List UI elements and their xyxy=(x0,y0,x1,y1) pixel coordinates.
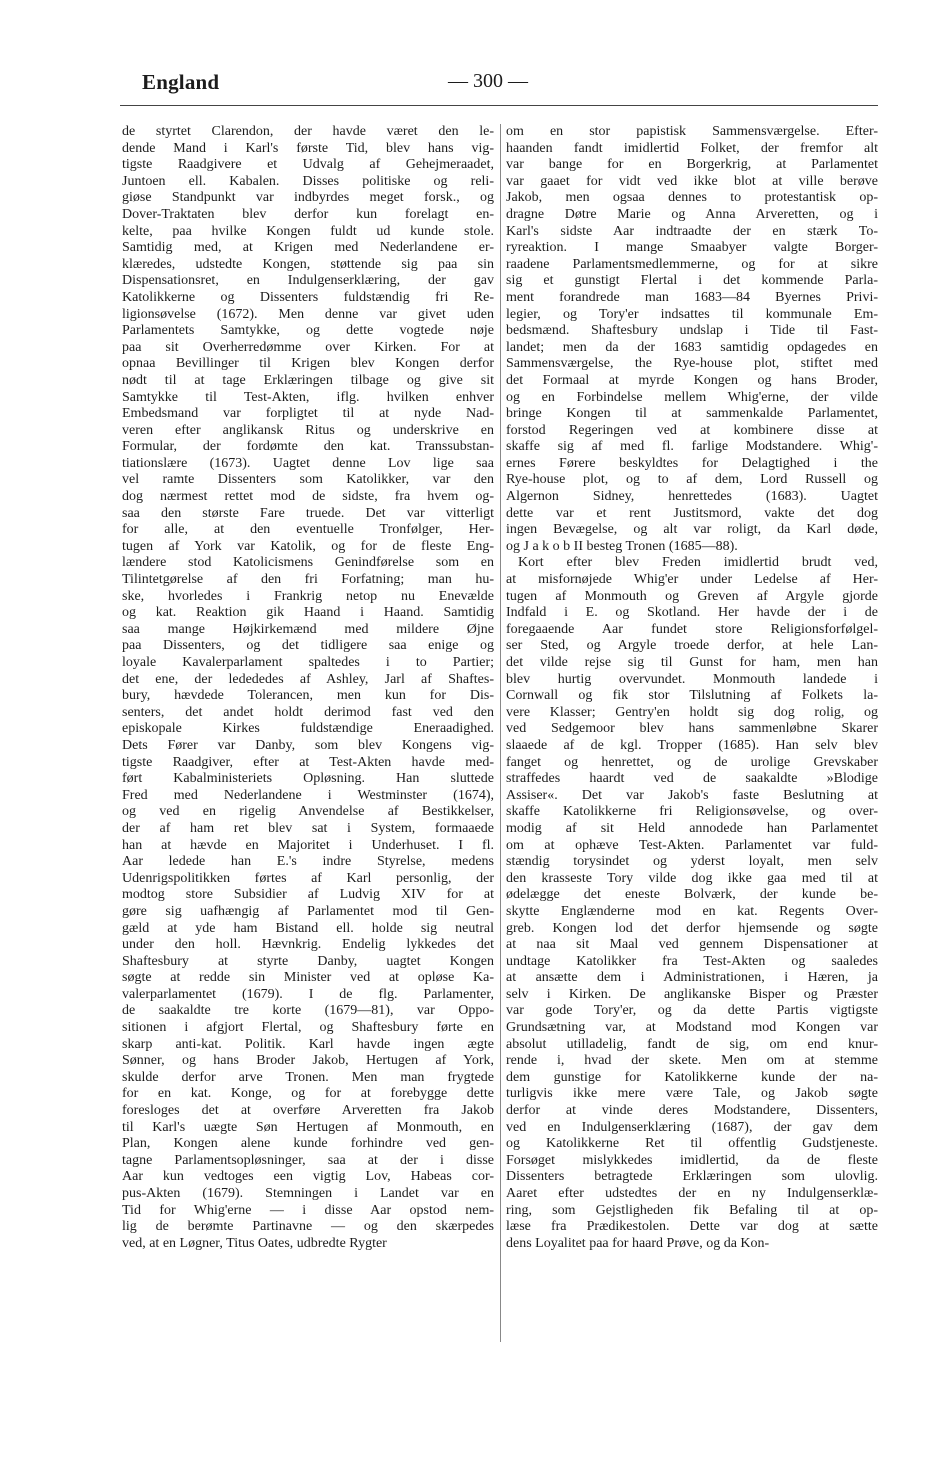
text-line: var gaaet for vidt ved ikke blot at ville berøve xyxy=(506,173,878,189)
text-line: til Karl's uægte Søn Hertugen af Monmouth, en xyxy=(122,1119,494,1135)
text-line: Rye-house plot, og to af dem, Lord Russell og xyxy=(506,472,878,488)
text-line: derfor at vinde deres Modstandere, Dissenters, xyxy=(506,1103,878,1119)
text-line: at naa sit Maal ved gennem Dispensationer at xyxy=(506,937,878,953)
text-line: Parlamentets Samtykke, og dette vogtede nøje xyxy=(122,323,494,339)
text-line: Sammensværgelse, the Rye-house plot, stiftet med xyxy=(506,356,878,372)
text-line: ødelægge det eneste Bolværk, der kunde be- xyxy=(506,887,878,903)
text-line: valerparlamentet (1679). I de flg. Parlamenter, xyxy=(122,986,494,1002)
text-line: søgte at redde sin Minister ved at opløse Ka- xyxy=(122,970,494,986)
text-line: dette var et rent Justitsmord, vakte det dog xyxy=(506,505,878,521)
text-line: skarp anti-kat. Politik. Karl havde ingen ægte xyxy=(122,1036,494,1052)
page-number: — 300 — xyxy=(448,70,528,92)
text-line: veren efter anglikansk Ritus og underskrive en xyxy=(122,422,494,438)
text-line: skulde derfor arve Tronen. Men man frygtede xyxy=(122,1069,494,1085)
text-line: lændere stod Katolicismens Genindførelse som en xyxy=(122,555,494,571)
text-line: selv i Kirken. De anglikanske Bisper og Præster xyxy=(506,986,878,1002)
text-line: ryreaktion. I mange Smaabyer valgte Borger- xyxy=(506,240,878,256)
text-line: ernes Førere beskyldtes for Delagtighed i the xyxy=(506,455,878,471)
text-line: han at hævde en Majoritet i Underhuset. I fl. xyxy=(122,837,494,853)
text-line: Juntoen ell. Kabalen. Disses politiske og reli- xyxy=(122,173,494,189)
text-line: raadene Parlamentsmedlemmerne, og for at sikre xyxy=(506,256,878,272)
text-line: ske, hvorledes i Frankrig netop nu Enevælde xyxy=(122,588,494,604)
text-line: giøse Standpunkt var indbyrdes meget forsk., og xyxy=(122,190,494,206)
text-line: paa Dissenters, og det tidligere saa enige og xyxy=(122,638,494,654)
text-line: Samtidig med, at Krigen med Nederlandene er- xyxy=(122,240,494,256)
text-line: paa sit Overherredømme over Kirken. For at xyxy=(122,339,494,355)
text-line: foresloges det at overføre Arveretten fra Jakob xyxy=(122,1103,494,1119)
text-line: Grundsætning var, at Modstand mod Kongen var xyxy=(506,1020,878,1036)
text-line: landet; men da der 1683 samtidig opdagedes en xyxy=(506,339,878,355)
text-line: saa mange Højkirkemænd med mildere Øjne xyxy=(122,621,494,637)
text-line: slaaede af de kgl. Tropper (1685). Han selv blev xyxy=(506,737,878,753)
text-line: Kort efter blev Freden imidlertid brudt ved, xyxy=(518,555,878,571)
text-line: Dover-Traktaten blev derfor kun forelagt en- xyxy=(122,206,494,222)
text-line: stændig torysindet og yderst loyalt, men selv xyxy=(506,854,878,870)
text-line: og J a k o b II besteg Tronen (1685—88). xyxy=(506,538,738,554)
text-line: lig de berømte Partinavne — og den skærpedes xyxy=(122,1219,494,1235)
text-line: episkopale Kirkes fuldstændige Eneraadighed. xyxy=(122,721,494,737)
text-line: skytte Englænderne mod en kat. Regents Over- xyxy=(506,903,878,919)
text-line: ved, at en Løgner, Titus Oates, udbredte Rygter xyxy=(122,1235,387,1251)
text-line: Sønner, og hans Broder Jakob, Hertugen af York, xyxy=(122,1053,494,1069)
text-line: turligvis ikke mere være Tale, og Jakob søgte xyxy=(506,1086,878,1102)
column-divider xyxy=(500,124,501,1342)
text-line: Forsøget mislykkedes imidlertid, da de fleste xyxy=(506,1152,878,1168)
text-line: for en kat. Konge, og for at forebygge dette xyxy=(122,1086,494,1102)
text-line: Karl's sidste Aar indtraadte der en stærk To- xyxy=(506,223,878,239)
text-line: vel ramte Dissenters som Katolikker, var den xyxy=(122,472,494,488)
text-line: det ene, der ledededes af Ashley, Jarl af Shaftes- xyxy=(122,671,494,687)
text-line: absolut utilladelig, fandt de sig, om end knur- xyxy=(506,1036,878,1052)
text-line: greb. Kongen lod det derfor hjemsende og søgte xyxy=(506,920,878,936)
text-line: haanden fandt imidlertid Folket, der fremfor alt xyxy=(506,140,878,156)
text-line: at misfornøjede Whig'er under Ledelse af Her- xyxy=(506,572,878,588)
header-rule xyxy=(120,105,878,106)
text-line: tugen af York var Katolik, og for de fleste Eng- xyxy=(122,538,494,554)
text-line: nødt til at tage Erklæringen tilbage og give sit xyxy=(122,372,494,388)
text-line: Samtykke til Test-Akten, iflg. hvilken enhver xyxy=(122,389,494,405)
text-line: tugen af Monmouth og Greven af Argyle gjorde xyxy=(506,588,878,604)
text-line: Dets Fører var Danby, som blev Kongens vig- xyxy=(122,737,494,753)
text-line: fanget og henrettet, og de urolige Grevskaber xyxy=(506,754,878,770)
text-line: Dissenters betragtede Erklæringen som ulovlig. xyxy=(506,1169,878,1185)
text-line: de styrtet Clarendon, der havde været den le- xyxy=(122,124,494,139)
text-line: ser Sted, og Argyle troede derfor, at hele Lan- xyxy=(506,638,878,654)
section-title: England xyxy=(142,70,220,94)
text-line: loyale Kavalerparlament spaltedes i to Partier; xyxy=(122,655,494,670)
text-line: det Formaal at myrde Kongen og hans Broder, xyxy=(506,372,878,388)
text-line: skaffe sig af med fl. farlige Modstandere. Whig'- xyxy=(506,439,878,455)
text-line: Cornwall og fik stor Tilslutning af Folkets la- xyxy=(506,688,878,704)
text-line: gøre sig uafhængig af Parlamentet mod til Gen- xyxy=(122,903,494,919)
text-line: tagne Parlamentsopløsninger, saa at der i disse xyxy=(122,1152,494,1168)
text-line: sitionen i afgjort Flertal, og Shaftesbury førte en xyxy=(122,1020,494,1036)
text-line: om en stor papistisk Sammensværgelse. Efter- xyxy=(506,124,878,139)
text-line: skaffe Katolikkerne fri Religionsøvelse, og over- xyxy=(506,804,878,820)
text-line: ført Kabalministeriets Opløsning. Han sluttede xyxy=(122,771,494,787)
text-line: dog nærmest rettet mod de sidste, fra hvem og- xyxy=(122,489,494,505)
text-line: bringe Kongen til at sammenkalde Parlamentet, xyxy=(506,406,878,422)
text-line: Shaftesbury at styrte Danby, uagtet Kongen xyxy=(122,953,494,969)
text-line: og kat. Reaktion gik Haand i Haand. Samtidig xyxy=(122,605,494,621)
text-line: senters, det andet holdt derimod fast ved den xyxy=(122,704,494,720)
text-line: Embedsmand var forpligtet til at nyde Nad- xyxy=(122,406,494,422)
text-line: dem gunstige for Katolikkerne kunde der na- xyxy=(506,1069,878,1085)
left-column xyxy=(122,124,494,1252)
text-line: var gode Tory'er, og da dette Partis vigtigste xyxy=(506,1003,878,1019)
text-line: ved en Indulgenserklæring (1687), der gav dem xyxy=(506,1119,878,1135)
text-line: Aar kun vedtoges een vigtig Lov, Habeas cor- xyxy=(122,1169,494,1185)
text-line: Aar ledede han E.'s indre Styrelse, medens xyxy=(122,854,494,870)
text-line: Fred med Nederlandene i Westminster (1674), xyxy=(122,787,494,803)
text-line: tigste Raadgiver, efter at Test-Akten havde med- xyxy=(122,754,494,770)
running-header xyxy=(142,68,876,102)
text-line: Katolikkerne og Dissenters fuldstændig fri Re- xyxy=(122,289,494,305)
text-line: den krasseste Tory vilde dog ikke gaa med til at xyxy=(506,870,878,886)
text-line: legier, og Tory'er indsattes til kommunale Em- xyxy=(506,306,878,322)
text-line: Dispensationsret, en Indulgenserklæring, der gav xyxy=(122,273,494,289)
text-line: Tid for Whig'erne — i disse Aar opstod nem- xyxy=(122,1202,494,1218)
text-line: blev hurtig overvundet. Monmouth landede i xyxy=(506,671,878,687)
text-line: modtog store Subsidier af Ludvig XIV for at xyxy=(122,887,494,903)
text-line: ingen Bevægelse, og alt var roligt, da Karl døde, xyxy=(506,522,878,538)
text-line: Udenrigspolitikken førtes af Karl personlig, der xyxy=(122,870,494,886)
text-line: og en Forbindelse mellem Whig'erne, der vilde xyxy=(506,389,878,405)
text-line: om at ophæve Test-Akten. Parlamentet var fuld- xyxy=(506,837,878,853)
text-line: kelte, paa hvilke Kongen fuldt ud kunde stole. xyxy=(122,223,494,239)
text-line: forstod Regeringen ved at kombinere disse at xyxy=(506,422,878,438)
text-line: tigste Raadgivere et Udvalg af Gehejmeraadet, xyxy=(122,157,494,173)
text-line: saa den største Fare truede. Det var vitterligt xyxy=(122,505,494,521)
text-line: modig af sit Held annodede han Parlamentet xyxy=(506,820,878,836)
text-line: dens Loyalitet paa for haard Prøve, og da Kon- xyxy=(506,1235,770,1251)
text-line: og ved en rigelig Anvendelse af Bestikkelser, xyxy=(122,804,494,820)
text-line: der af ham ret blev sat i System, formaaede xyxy=(122,820,494,836)
text-line: foregaaende Aar fundet store Religionsforfølgel- xyxy=(506,621,878,637)
text-line: pus-Akten (1679). Stemningen i Landet var en xyxy=(122,1186,494,1201)
text-line: Tilintetgørelse af den fri Forfatning; man hu- xyxy=(122,572,494,588)
text-line: dragne Døtre Marie og Anna Arveretten, og i xyxy=(506,206,878,222)
text-line: de saakaldte tre korte (1679—81), var Oppo- xyxy=(122,1003,494,1019)
text-line: og Katolikkerne Ret til offentlig Gudstjeneste. xyxy=(506,1136,878,1152)
text-line: læse fra Prædikestolen. Dette var dog at sætte xyxy=(506,1219,878,1235)
text-line: gæld at yde ham Bistand ell. holde sig neutral xyxy=(122,920,494,936)
text-line: sig et gunstigt Flertal i det kommende Parla- xyxy=(506,273,878,289)
text-line: Assiser«. Det var Jakob's faste Beslutning at xyxy=(506,787,878,803)
text-line: bedsmænd. Shaftesbury undslap i Tide til Fast- xyxy=(506,323,878,339)
text-line: Indfald i E. og Skotland. Her havde der i de xyxy=(506,605,878,621)
text-line: dende Mand i Karl's første Tid, blev hans vig- xyxy=(122,140,494,156)
text-line: ring, som Gejstligheden fik Befaling til at op- xyxy=(506,1202,878,1218)
text-line: Aaret efter udstedtes der en ny Indulgenserklæ- xyxy=(506,1186,878,1201)
text-line: bury, hævdede Tolerancen, men kun for Dis- xyxy=(122,688,494,704)
right-column xyxy=(506,124,878,1252)
text-line: ment forandrede man 1683—84 Byernes Privi- xyxy=(506,289,878,305)
text-line: var bange for en Borgerkrig, at Parlamentet xyxy=(506,157,878,173)
text-line: ved Sedgemoor blev hans sammenløbne Skarer xyxy=(506,721,878,737)
text-line: under den holl. Hævnkrig. Endelig lykkedes det xyxy=(122,937,494,953)
text-line: klæredes, udstedte Kongen, støttende sig paa sin xyxy=(122,256,494,272)
text-line: at ansætte dem i Administrationen, i Hæren, ja xyxy=(506,970,878,986)
text-line: Jakob, men ogsaa dennes to protestantisk op- xyxy=(506,190,878,206)
text-line: tiationslære (1673). Uagtet denne Lov lige saa xyxy=(122,455,494,471)
text-line: straffedes haardt ved de saakaldte »Blodige xyxy=(506,771,878,787)
text-line: Algernon Sidney, henrettedes (1683). Uagtet xyxy=(506,489,878,505)
text-line: det vilde rejse sig til Gunst for ham, men han xyxy=(506,655,878,670)
text-line: undtage Katolikker fra Test-Akten og saaledes xyxy=(506,953,878,969)
text-line: Plan, Kongen alene kunde forhindre ved gen- xyxy=(122,1136,494,1152)
text-line: for alle, at den eventuelle Tronfølger, Her- xyxy=(122,522,494,538)
text-line: Formular, der fordømte den kat. Transsubstan- xyxy=(122,439,494,455)
text-line: ligionsøvelse (1672). Men denne var givet uden xyxy=(122,306,494,322)
text-line: opnaa Bevillinger til Krigen blev Kongen derfor xyxy=(122,356,494,372)
text-line: vere Klasser; Gentry'en holdt sig dog rolig, og xyxy=(506,704,878,720)
text-line: rende i, hvad der skete. Men om at stemme xyxy=(506,1053,878,1069)
